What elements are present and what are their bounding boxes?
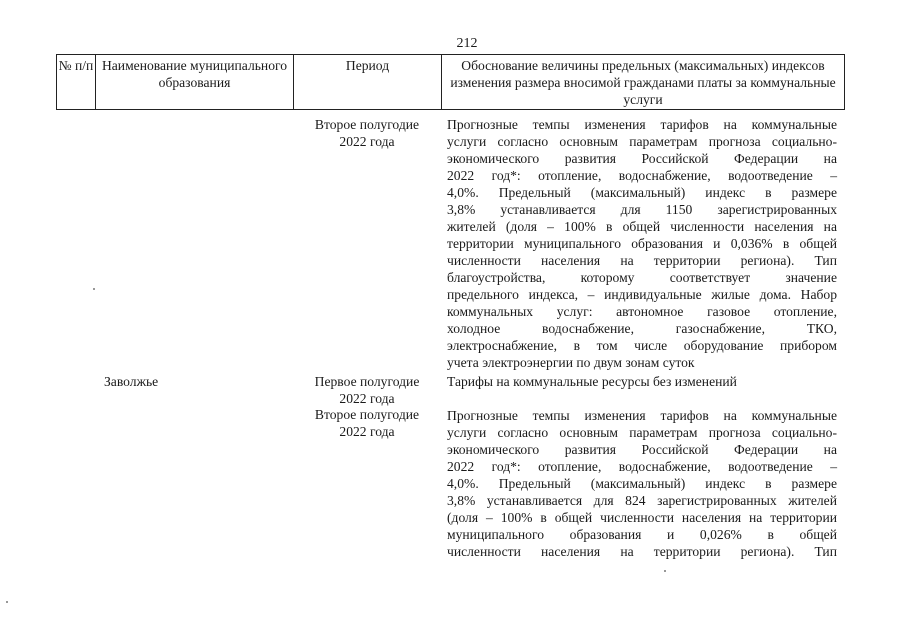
- row1-period: Второе полугодие 2022 года: [314, 117, 420, 149]
- reason-line: муниципального образования и 0,026% в общей: [447, 527, 837, 542]
- reason-line: предельного индекса, – индивидуальные жилые дома. Набор: [447, 287, 837, 302]
- reason-line: электроснабжение, в том числе оборудование прибором: [447, 338, 837, 353]
- reason-line: жителей (доля – 100% в общей численности населения на: [447, 219, 837, 234]
- header-reason: Обоснование величины предельных (максимальных) индексов изменения размера вносимой гражданами платы за коммунальные услуги: [450, 58, 836, 107]
- reason-line: учета электроэнергии по двум зонам суток: [447, 355, 695, 370]
- reason-line: (доля – 100% в общей численности населения на территории: [447, 510, 837, 525]
- scan-speck: [6, 601, 8, 603]
- row2-reason: Тарифы на коммунальные ресурсы без изменений: [447, 374, 737, 389]
- header-period: Период: [294, 55, 442, 109]
- row1-reason: [447, 116, 837, 371]
- reason-line: 4,0%. Предельный (максимальный) индекс в размере: [447, 476, 837, 491]
- reason-line: численности населения на территории региона). Тип: [447, 544, 837, 559]
- scan-speck: [664, 570, 666, 572]
- row2-period: Первое полугодие 2022 года: [314, 374, 420, 406]
- table-header: [56, 54, 845, 110]
- page-number: 212: [456, 36, 478, 51]
- header-municipality: Наименование муниципального образования: [96, 55, 294, 109]
- row3-reason: [447, 407, 837, 560]
- reason-line: Прогнозные темпы изменения тарифов на коммунальные: [447, 117, 837, 132]
- row2-municipality: Заволжье: [104, 374, 159, 389]
- reason-line: экономического развития Российской Федерации на: [447, 442, 837, 457]
- reason-line: услуги согласно основным параметрам прогноза социально-: [447, 134, 837, 149]
- reason-line: численности населения на территории региона). Тип: [447, 253, 837, 268]
- reason-line: холодное водоснабжение, газоснабжение, ТКО,: [447, 321, 837, 336]
- reason-line: 3,8% устанавливается для 1150 зарегистрированных: [447, 202, 837, 217]
- reason-line: 2022 год*: отопление, водоснабжение, водоотведение –: [447, 168, 837, 183]
- reason-line: коммунальных услуг: автономное газовое отопление,: [447, 304, 837, 319]
- reason-line: услуги согласно основным параметрам прогноза социально-: [447, 425, 837, 440]
- reason-line: 3,8% устанавливается для 824 зарегистрированных жителей: [447, 493, 837, 508]
- reason-line: 2022 год*: отопление, водоснабжение, водоотведение –: [447, 459, 837, 474]
- row3-period: Второе полугодие 2022 года: [314, 407, 420, 439]
- reason-line: благоустройства, которому соответствует значение: [447, 270, 837, 285]
- header-num: № п/п: [57, 55, 96, 109]
- reason-line: 4,0%. Предельный (максимальный) индекс в размере: [447, 185, 837, 200]
- reason-line: Прогнозные темпы изменения тарифов на коммунальные: [447, 408, 837, 423]
- scan-speck: [93, 288, 95, 290]
- reason-line: территории муниципального образования и 0,036% в общей: [447, 236, 837, 251]
- reason-line: экономического развития Российской Федерации на: [447, 151, 837, 166]
